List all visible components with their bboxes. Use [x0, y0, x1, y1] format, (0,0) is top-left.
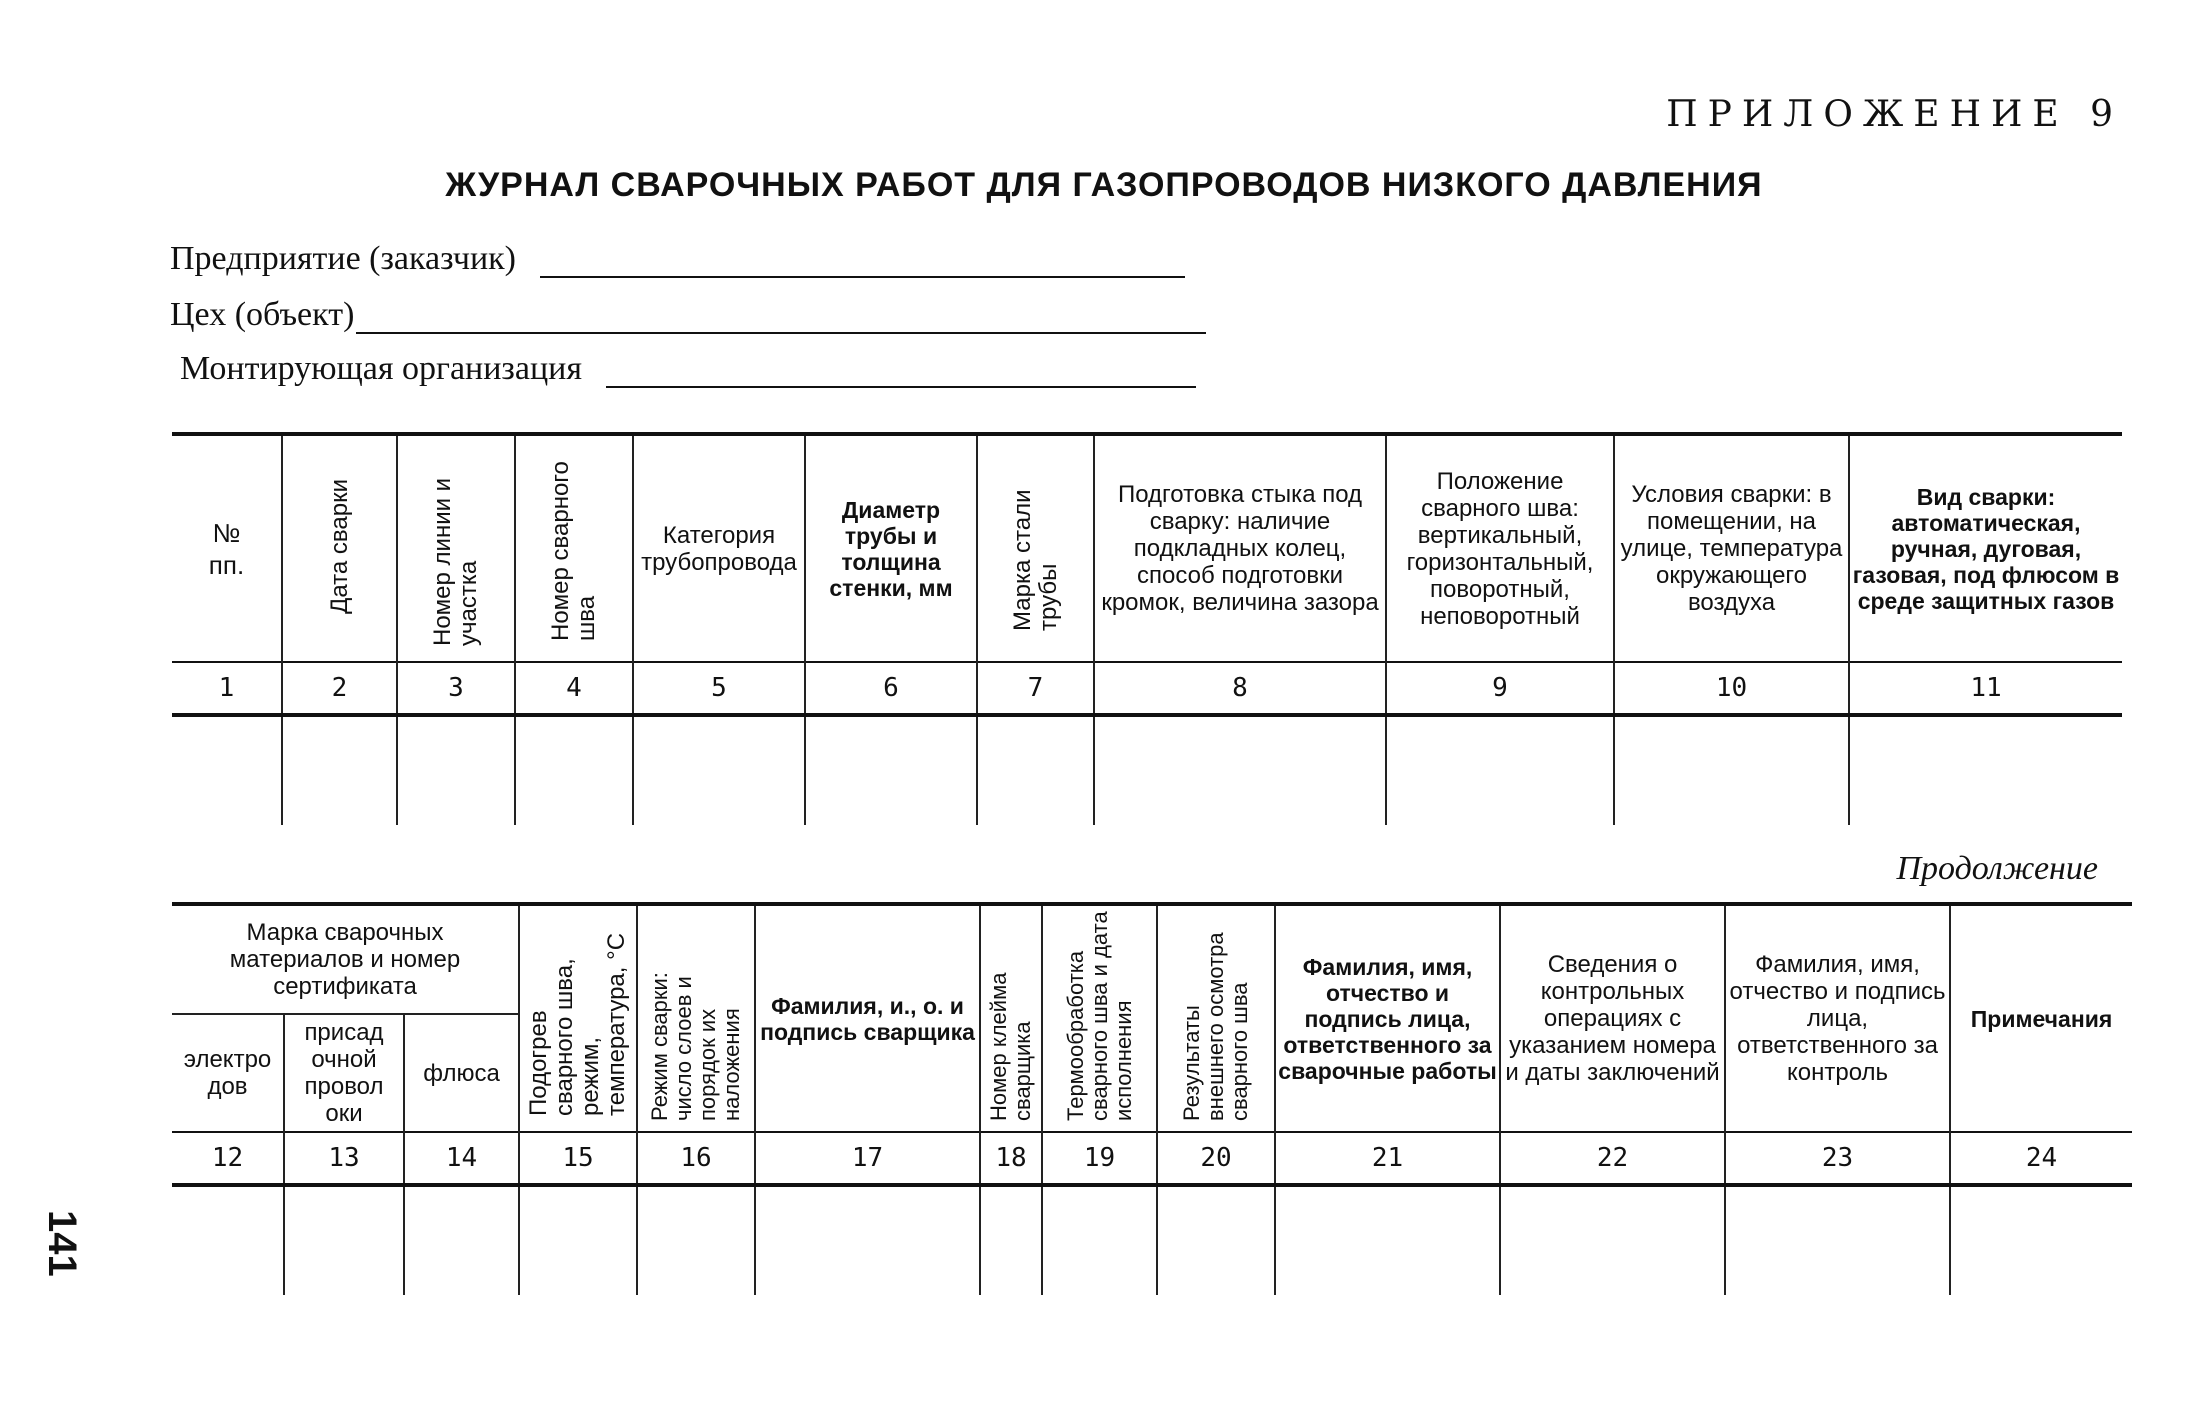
- header-responsible-control: Фамилия, имя, отчество и подпись лица, ответственного за контроль: [1725, 904, 1950, 1132]
- column-number: 20: [1157, 1132, 1275, 1185]
- header-joint-preparation: Подготовка стыка под сварку: наличие подкладных колец, способ подготовки кромок, величина зазора: [1094, 434, 1386, 662]
- column-number: 18: [980, 1132, 1042, 1185]
- header-pipeline-category: Категория трубопровода: [633, 434, 805, 662]
- header-welder-stamp: Номер клейма сварщика: [980, 904, 1042, 1132]
- column-number: 9: [1386, 662, 1614, 715]
- table-cell[interactable]: [1157, 1185, 1275, 1295]
- table-cell[interactable]: [1950, 1185, 2132, 1295]
- field-enterprise-label: Предприятие (заказчик): [170, 240, 516, 277]
- table-row: [172, 715, 2122, 825]
- column-number: 16: [637, 1132, 755, 1185]
- field-shop: [170, 296, 1206, 334]
- field-installer: [180, 350, 1196, 388]
- table-cell[interactable]: [1042, 1185, 1157, 1295]
- column-number: 19: [1042, 1132, 1157, 1185]
- header-notes: Примечания: [1950, 904, 2132, 1132]
- header-weld-mode: Режим сварки: число слоев и порядок их наложения: [637, 904, 755, 1132]
- column-number: 12: [172, 1132, 284, 1185]
- table-cell[interactable]: [633, 715, 805, 825]
- table-cell[interactable]: [977, 715, 1094, 825]
- appendix-label: ПРИЛОЖЕНИЕ 9: [1666, 94, 2123, 135]
- header-line-number: Номер линии и участка: [397, 434, 515, 662]
- column-number: 10: [1614, 662, 1849, 715]
- header-preheat: Подогрев сварного шва, режим, температура, °С: [519, 904, 637, 1132]
- table-cell[interactable]: [1500, 1185, 1725, 1295]
- table-cell[interactable]: [1614, 715, 1849, 825]
- column-number: 21: [1275, 1132, 1500, 1185]
- table-cell[interactable]: [1849, 715, 2122, 825]
- field-installer-label: Монтирующая организация: [180, 350, 582, 387]
- field-enterprise-line[interactable]: [540, 266, 1185, 278]
- journal-table-2: [172, 902, 2132, 1295]
- header-welder-name: Фамилия, и., о. и подпись сварщика: [755, 904, 980, 1132]
- header-inspection-results: Результаты внешнего осмотра сварного шва: [1157, 904, 1275, 1132]
- column-number: 5: [633, 662, 805, 715]
- field-shop-line[interactable]: [356, 322, 1206, 334]
- column-number: 13: [284, 1132, 404, 1185]
- column-number: 23: [1725, 1132, 1950, 1185]
- field-enterprise: [170, 240, 1185, 278]
- table-cell[interactable]: [1725, 1185, 1950, 1295]
- header-control-operations: Сведения о контрольных операциях с указанием номера и даты заключений: [1500, 904, 1725, 1132]
- column-number: 7: [977, 662, 1094, 715]
- column-number: 22: [1500, 1132, 1725, 1185]
- column-number: 14: [404, 1132, 519, 1185]
- table-cell[interactable]: [515, 715, 633, 825]
- column-number: 11: [1849, 662, 2122, 715]
- field-installer-line[interactable]: [606, 376, 1196, 388]
- header-weld-conditions: Условия сварки: в помещении, на улице, температура окружающего воздуха: [1614, 434, 1849, 662]
- table-cell[interactable]: [284, 1185, 404, 1295]
- field-shop-label: Цех (объект): [170, 296, 355, 333]
- table-cell[interactable]: [637, 1185, 755, 1295]
- column-number: 1: [172, 662, 282, 715]
- table-cell[interactable]: [282, 715, 397, 825]
- header-heat-treatment: Термообработка сварного шва и дата исполнения: [1042, 904, 1157, 1132]
- document-title: ЖУРНАЛ СВАРОЧНЫХ РАБОТ ДЛЯ ГАЗОПРОВОДОВ НИЗКОГО ДАВЛЕНИЯ: [445, 166, 1763, 204]
- table-cell[interactable]: [1275, 1185, 1500, 1295]
- column-number: 2: [282, 662, 397, 715]
- journal-table-1: [172, 432, 2122, 825]
- column-number: 3: [397, 662, 515, 715]
- table-cell[interactable]: [980, 1185, 1042, 1295]
- table-row: [172, 1185, 2132, 1295]
- column-number: 4: [515, 662, 633, 715]
- column-number: 6: [805, 662, 977, 715]
- column-number: 15: [519, 1132, 637, 1185]
- header-steel-grade: Марка стали трубы: [977, 434, 1094, 662]
- header-pipe-diameter: Диаметр трубы и толщина стенки, мм: [805, 434, 977, 662]
- table-cell[interactable]: [172, 1185, 284, 1295]
- header-seam-number: Номер сварного шва: [515, 434, 633, 662]
- header-seam-position: Положение сварного шва: вертикальный, горизонтальный, поворотный, неповоротный: [1386, 434, 1614, 662]
- header-weld-date: Дата сварки: [282, 434, 397, 662]
- header-weld-type: Вид сварки: автоматическая, ручная, дуговая, газовая, под флюсом в среде защитных газов: [1849, 434, 2122, 662]
- header-row-number: № пп.: [172, 434, 282, 662]
- table-cell[interactable]: [404, 1185, 519, 1295]
- header-materials-group: Марка сварочных материалов и номер сертификата: [172, 904, 519, 1014]
- header-flux: флюса: [404, 1014, 519, 1132]
- table-cell[interactable]: [519, 1185, 637, 1295]
- table-cell[interactable]: [1386, 715, 1614, 825]
- column-number: 17: [755, 1132, 980, 1185]
- column-number: 24: [1950, 1132, 2132, 1185]
- continuation-label: Продолжение: [1896, 850, 2098, 887]
- header-responsible-welding: Фамилия, имя, отчество и подпись лица, ответственного за сварочные работы: [1275, 904, 1500, 1132]
- table-cell[interactable]: [172, 715, 282, 825]
- table-cell[interactable]: [1094, 715, 1386, 825]
- table-cell[interactable]: [397, 715, 515, 825]
- table-cell[interactable]: [755, 1185, 980, 1295]
- column-number: 8: [1094, 662, 1386, 715]
- table-cell[interactable]: [805, 715, 977, 825]
- header-electrodes: электродов: [172, 1014, 284, 1132]
- page-number: 141: [40, 1210, 84, 1277]
- header-filler-wire: присадочной проволоки: [284, 1014, 404, 1132]
